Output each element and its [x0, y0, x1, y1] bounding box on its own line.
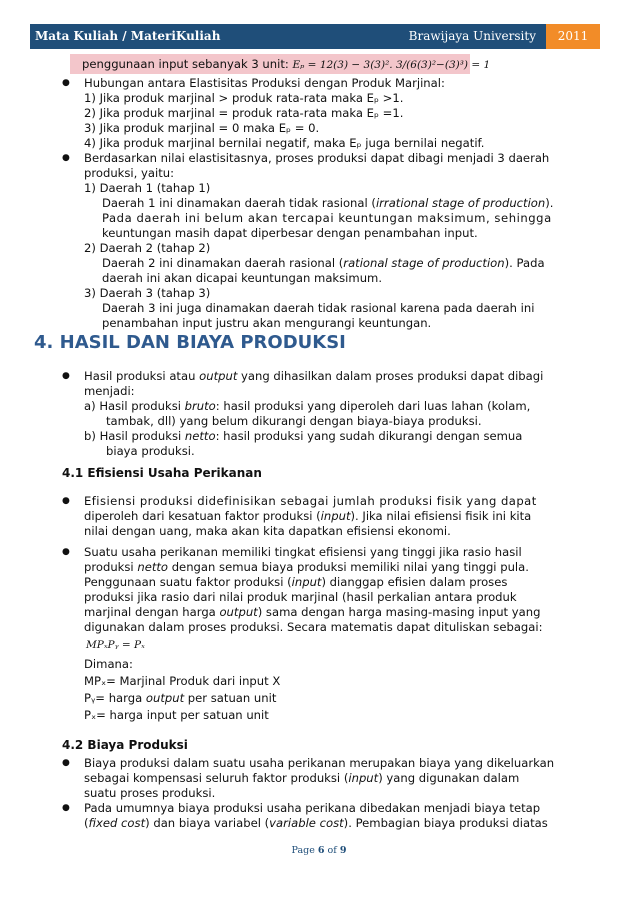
bullet-icon: ● — [62, 496, 70, 506]
bullet-icon: ● — [62, 371, 70, 381]
formula-line: penggunaan input sebanyak 3 unit: Eₚ = 12(3) − 3(3)². 3/(6(3)²−(3)³) = 1 — [82, 57, 491, 71]
subsection-heading: 4.2 Biaya Produksi — [62, 738, 188, 752]
definition: Pᵧ= harga output per satuan unit — [84, 691, 277, 705]
list-item: 2) Daerah 2 (tahap 2) — [84, 241, 211, 255]
definition: Pₓ= harga input per satuan unit — [84, 708, 269, 722]
text-line: digunakan dalam proses produksi. Secara matematis dapat dituliskan sebagai: — [84, 620, 543, 634]
section-heading: 4. HASIL DAN BIAYA PRODUKSI — [34, 332, 346, 353]
bullet-icon: ● — [62, 803, 70, 813]
page-header — [30, 24, 600, 49]
text-line: nilai dengan uang, maka akan kita dapatkan efisiensi ekonomi. — [84, 524, 451, 538]
text-line: Hasil produksi atau output yang dihasilkan dalam proses produksi dapat dibagi — [84, 369, 544, 383]
page-number: 6 — [317, 845, 325, 856]
definition: MPₓ= Marjinal Produk dari input X — [84, 674, 281, 688]
text-line: marjinal dengan harga output) sama dengan harga masing-masing input yang — [84, 605, 541, 619]
text-line: penambahan input justru akan mengurangi keuntungan. — [102, 316, 432, 330]
text-line: produksi jika rasio dari nilai produk marjinal (hasil perkalian antara produk — [84, 590, 517, 604]
bullet-icon: ● — [62, 78, 70, 88]
text-line: Dimana: — [84, 657, 133, 671]
subsection-heading: 4.1 Efisiensi Usaha Perikanan — [62, 466, 262, 480]
text-line: Pada daerah ini belum akan tercapai keuntungan maksimum, sehingga — [102, 211, 552, 225]
text-line: Efisiensi produksi didefinisikan sebagai jumlah produksi fisik yang dapat — [84, 494, 537, 508]
header-university: Brawijaya University — [408, 29, 536, 43]
text-line: biaya produksi. — [106, 444, 195, 458]
bullet-icon: ● — [62, 547, 70, 557]
list-item: 1) Jika produk marjinal > produk rata-rata maka Eₚ >1. — [84, 91, 404, 105]
header-course: Mata Kuliah / MateriKuliah — [35, 29, 221, 43]
list-item: 3) Jika produk marjinal = 0 maka Eₚ = 0. — [84, 121, 320, 135]
list-item: a) Hasil produksi bruto: hasil produksi yang diperoleh dari luas lahan (kolam, — [84, 399, 531, 413]
text-line: Penggunaan suatu faktor produksi (input) dianggap efisien dalam proses — [84, 575, 508, 589]
list-item: 2) Jika produk marjinal = produk rata-rata maka Eₚ =1. — [84, 106, 404, 120]
text-line: Hubungan antara Elastisitas Produksi dengan Produk Marjinal: — [84, 76, 445, 90]
list-item: 3) Daerah 3 (tahap 3) — [84, 286, 211, 300]
page-total: 9 — [339, 845, 347, 856]
text-line: sebagai kompensasi seluruh faktor produksi (input) yang digunakan dalam — [84, 771, 520, 785]
text-line: Daerah 1 ini dinamakan daerah tidak rasional (irrational stage of production). — [102, 196, 554, 210]
text-line: Berdasarkan nilai elastisitasnya, proses produksi dapat dibagi menjadi 3 daerah — [84, 151, 550, 165]
efficiency-formula: MPₓPᵧ = Pₓ — [86, 639, 145, 651]
header-year: 2011 — [546, 24, 600, 49]
text-line: diperoleh dari kesatuan faktor produksi (input). Jika nilai efisiensi fisik ini kita — [84, 509, 532, 523]
text-line: Suatu usaha perikanan memiliki tingkat efisiensi yang tinggi jika rasio hasil — [84, 545, 522, 559]
text-line: tambak, dll) yang belum dikurangi dengan biaya-biaya produksi. — [106, 414, 482, 428]
text-line: suatu proses produksi. — [84, 786, 216, 800]
elasticity-formula: Eₚ = 12(3) − 3(3)². 3/(6(3)²−(3)³) = 1 — [292, 59, 491, 71]
page-footer: Page 6 of 9 — [291, 845, 347, 856]
text-line: Pada umumnya biaya produksi usaha perikana dibedakan menjadi biaya tetap — [84, 801, 541, 815]
list-item: 1) Daerah 1 (tahap 1) — [84, 181, 211, 195]
text-line: produksi, yaitu: — [84, 166, 175, 180]
text-line: (fixed cost) dan biaya variabel (variable cost). Pembagian biaya produksi diatas — [84, 816, 548, 830]
text-line: Daerah 3 ini juga dinamakan daerah tidak rasional karena pada daerah ini — [102, 301, 535, 315]
bullet-icon: ● — [62, 153, 70, 163]
bullet-icon: ● — [62, 758, 70, 768]
text-line: menjadi: — [84, 384, 135, 398]
text-line: Biaya produksi dalam suatu usaha perikanan merupakan biaya yang dikeluarkan — [84, 756, 555, 770]
text-line: produksi netto dengan semua biaya produksi memiliki nilai yang tinggi pula. — [84, 560, 529, 574]
list-item: b) Hasil produksi netto: hasil produksi yang sudah dikurangi dengan semua — [84, 429, 523, 443]
text-line: daerah ini akan dicapai keuntungan maksimum. — [102, 271, 383, 285]
list-item: 4) Jika produk marjinal bernilai negatif, maka Eₚ juga bernilai negatif. — [84, 136, 485, 150]
text-line: Daerah 2 ini dinamakan daerah rasional (rational stage of production). Pada — [102, 256, 545, 270]
text-line: keuntungan masih dapat diperbesar dengan penambahan input. — [102, 226, 478, 240]
